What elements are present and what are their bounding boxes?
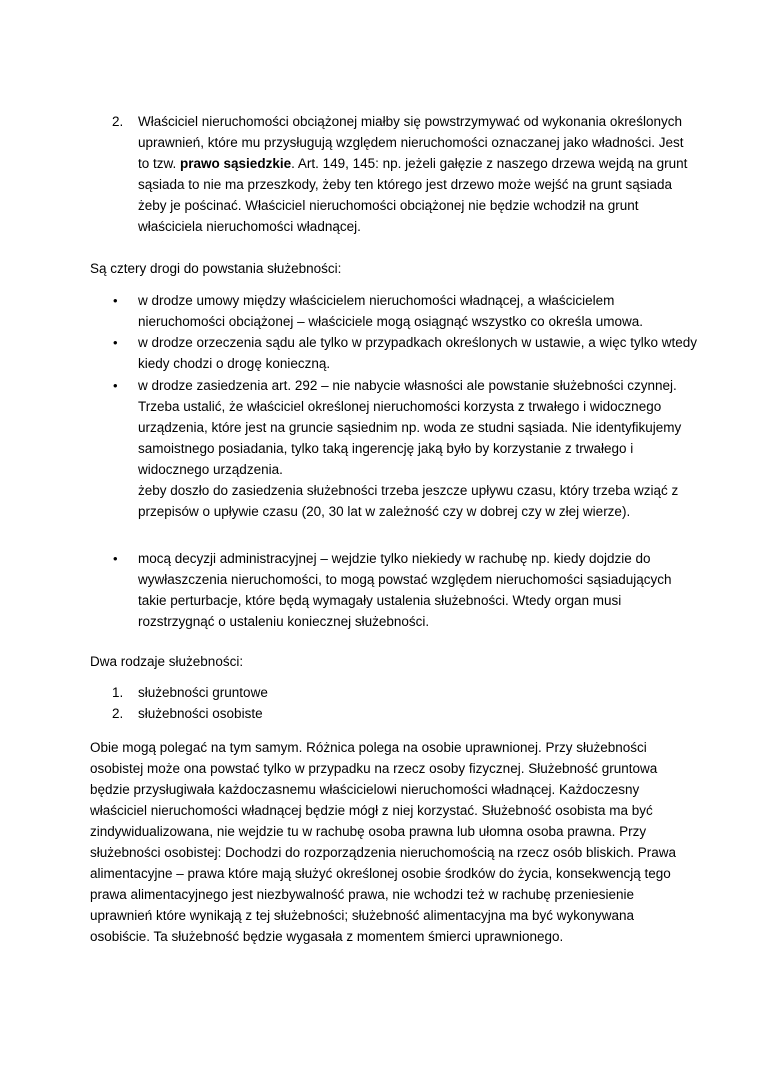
list-item-text xyxy=(138,111,698,237)
list-item-text: służebności osobiste xyxy=(138,706,263,721)
ways-heading: Są cztery drogi do powstania służebności: xyxy=(90,261,342,276)
bullet-text: w drodze umowy między właścicielem nieruchomości władnącej, a właścicielem nieruchomości obciążonej – właściciele mogą osiągnąć wszystko co określa umowa. xyxy=(138,293,643,329)
bullet-text: mocą decyzji administracyjnej – wejdzie tylko niekiedy w rachubę np. kiedy dojdzie do wywłaszczenia nieruchomości, to mogą powstać względem nieruchomości sąsiadujących takie perturbacje, które będą wymagały ustalenia służebności. Wtedy organ musi rozstrzygnąć o ustaleniu koniecznej służebności. xyxy=(138,551,672,629)
final-paragraph: Obie mogą polegać na tym samym. Różnica polega na osobie uprawnionej. Przy służebności osobistej może ona powstać tylko w przypadku na rzecz osoby fizycznej. Służebność gruntowa będzie przysługiwała każdoczasnemu właścicielowi nieruchomości władnącej. Każdoczesny właściciel nieruchomości władnącej będzie mógł z niej korzystać. Służebność osobista ma być zindywidualizowana, nie wejdzie tu w rachubę osoba prawna lub ułomna osoba prawna. Przy służebności osobistej: Dochodzi do rozporządzenia nieruchomością na rzecz osób bliskich. Prawa alimentacyjne – prawa które mają służyć określonej osobie środków do życia, konsekwencją tego prawa alimentacyjnego jest niezbywalność prawa, nie wchodzi też w rachubę przeniesienie uprawnień które wynikają z tej służebności; służebność alimentacyjna ma być wykonywana osobiście. Ta służebność będzie wygasała z momentem śmierci uprawnionego. xyxy=(90,740,677,944)
bullet-text: w drodze orzeczenia sądu ale tylko w przypadkach określonych w ustawie, a więc tylko wtedy kiedy chodzi o drogę konieczną. xyxy=(138,335,698,371)
bullet-text xyxy=(138,375,698,522)
bullet-icon: • xyxy=(113,551,118,566)
list-number: 2. xyxy=(112,114,124,129)
list-item-text: służebności gruntowe xyxy=(138,685,268,700)
bold-term: prawo sąsiedzkie xyxy=(180,156,292,171)
list-number: 1. xyxy=(112,685,124,700)
bullet-text-part: żeby doszło do zasiedzenia służebności trzeba jeszcze upływu czasu, który trzeba wziąć z przepisów o upływie czasu (20, 30 lat w zależność czy w dobrej czy w złej wierze). xyxy=(138,483,679,519)
list-number: 2. xyxy=(112,706,124,721)
bullet-text-part: w drodze zasiedzenia art. 292 – nie nabycie własności ale powstanie służebności czynnej. Trzeba ustalić, że właściciel określonej nieruchomości korzysta z trwałego i widocznego urządzenia, które jest na gruncie sąsiednim np. woda ze studni sąsiada. Nie identyfikujemy samoistnego posiadania, tylko taką ingerencję jaką było by korzystanie z trwałego i widocznego urządzenia. xyxy=(138,378,682,477)
item-text-part: . Art. 149, 145: np. jeżeli gałęzie z naszego drzewa wejdą na grunt sąsiada to nie ma przeszkody, żeby ten którego jest drzewo może wejść na grunt sąsiada żeby je pościnać. Właściciel nieruchomości obciążonej nie będzie wchodził na grunt właściciela nieruchomości władnącej. xyxy=(138,156,688,234)
item-text-part: Właściciel nieruchomości obciążonej miałby się powstrzymywać od wykonania określonych uprawnień, które mu przysługują względem nieruchomości oznaczanej jako władności. Jest to tzw. xyxy=(138,114,684,171)
bullet-icon: • xyxy=(113,293,118,308)
bullet-icon: • xyxy=(113,335,118,350)
types-heading: Dwa rodzaje służebności: xyxy=(90,654,244,669)
bullet-icon: • xyxy=(113,378,118,393)
